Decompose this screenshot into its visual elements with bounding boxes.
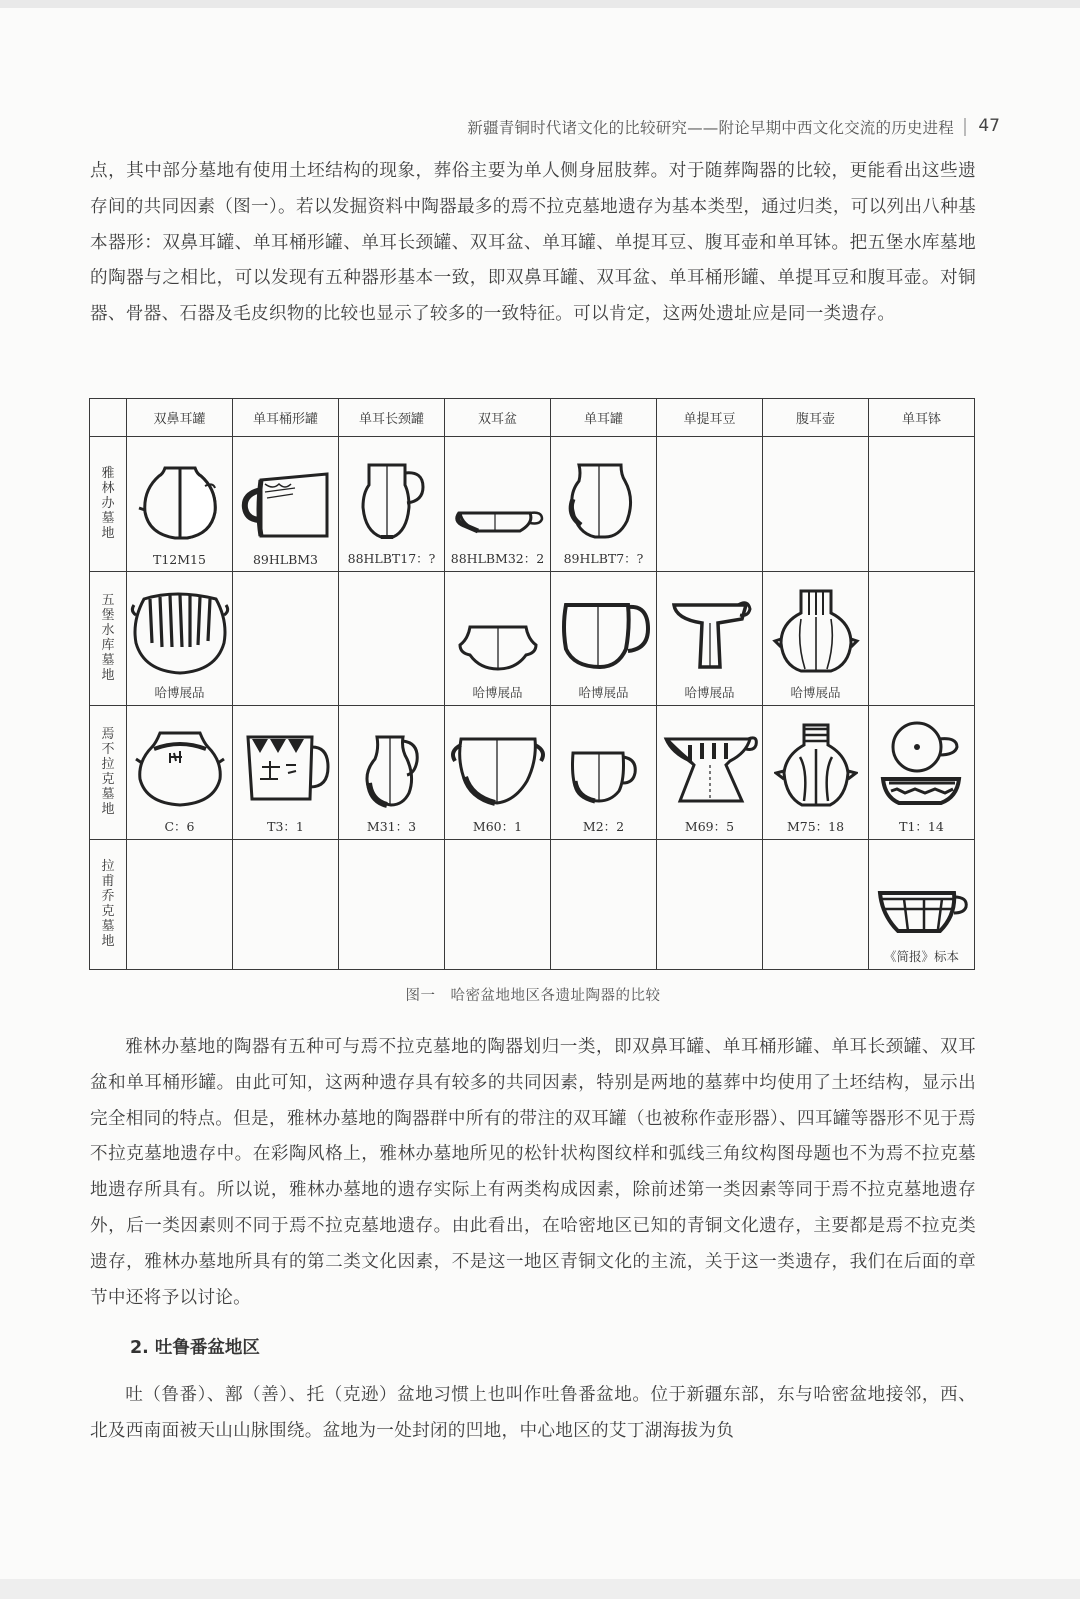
figure-cell xyxy=(551,705,657,839)
single-handle-bowl-drawing xyxy=(874,885,970,941)
page-top-edge xyxy=(0,0,1080,8)
specimen-label: T12M15 xyxy=(153,551,206,567)
specimen-label: C：6 xyxy=(164,818,195,834)
site-row-yalinban xyxy=(90,437,975,571)
site-row-lafuqiaoke xyxy=(90,839,975,969)
figure-cell-empty xyxy=(233,839,339,969)
specimen-label: 哈博展品 xyxy=(578,684,629,700)
figure-cell xyxy=(869,705,975,839)
column-header: 单耳桶形罐 xyxy=(233,399,339,437)
site-label: 五堡水库墓地 xyxy=(90,571,127,705)
double-lug-jar-drawing xyxy=(134,727,226,811)
site-row-wubao xyxy=(90,571,975,705)
figure-cell xyxy=(445,437,551,571)
figure-cell-empty xyxy=(763,437,869,571)
figure-cell-empty xyxy=(869,571,975,705)
paragraph-top: 点，其中部分墓地有使用土坯结构的现象，葬俗主要为单人侧身屈肢葬。对于随葬陶器的比较，更能看出这些遗存间的共同因素（图一）。若以发掘资料中陶器最多的焉不拉克墓地遗存为基本类型，通过归类，可以列出八种基本器形：双鼻耳罐、单耳桶形罐、单耳长颈罐、双耳盆、单耳罐、单提耳豆、腹耳壶和单耳钵。把五堡水库墓地的陶器与之相比，可以发现有五种器形基本一致，即双鼻耳罐、双耳盆、单耳桶形罐、单提耳豆和腹耳壶。对铜器、骨器、石器及毛皮织物的比较也显示了较多的一致特征。可以肯定，这两处遗址应是同一类遗存。 xyxy=(90,161,976,325)
double-handle-basin-drawing xyxy=(449,731,547,811)
figure-cell-empty xyxy=(551,839,657,969)
specimen-label: 哈博展品 xyxy=(472,684,523,700)
single-handle-jar-drawing xyxy=(565,745,643,811)
figure-cell xyxy=(551,437,657,571)
figure-cell-empty xyxy=(445,839,551,969)
specimen-label: 89HLBM3 xyxy=(252,551,319,567)
single-handle-bucket-jar-drawing xyxy=(240,731,332,811)
paragraph-bottom: 吐（鲁番）、鄯（善）、托（克逊）盆地习惯上也叫作吐鲁番盆地。位于新疆东部，东与哈密盆地接邻，西、北及西南面被天山山脉围绕。盆地为一处封闭的凹地，中心地区的艾丁湖海拔为负 xyxy=(90,1385,976,1441)
specimen-label: T3：1 xyxy=(267,818,304,834)
figure-cell xyxy=(763,571,869,705)
figure-cell xyxy=(339,705,445,839)
figure-cell xyxy=(445,705,551,839)
double-lug-jar-drawing xyxy=(135,460,225,546)
figure-cell xyxy=(869,839,975,969)
single-handle-long-neck-jar-drawing xyxy=(347,459,437,543)
column-header: 单提耳豆 xyxy=(657,399,763,437)
double-handle-basin-drawing xyxy=(456,617,540,677)
figure-cell xyxy=(657,705,763,839)
page-bottom-edge xyxy=(0,1579,1080,1599)
page-number: 47 xyxy=(978,116,1000,136)
site-label: 焉不拉克墓地 xyxy=(90,705,127,839)
figure-cell xyxy=(233,705,339,839)
specimen-label: M2：2 xyxy=(582,818,625,834)
figure-cell xyxy=(551,571,657,705)
specimen-label: M69：5 xyxy=(684,818,735,834)
site-row-yanbulake xyxy=(90,705,975,839)
double-lug-jar-painted-drawing xyxy=(130,585,230,677)
figure-cell xyxy=(445,571,551,705)
single-handle-jar-drawing xyxy=(559,459,649,543)
specimen-label: 《简报》标本 xyxy=(883,949,959,964)
column-header: 腹耳壶 xyxy=(763,399,869,437)
specimen-label: 哈博展品 xyxy=(684,684,735,700)
figure-caption: 图一 哈密盆地地区各遗址陶器的比较 xyxy=(405,988,661,1004)
specimen-label: M75：18 xyxy=(786,818,845,834)
single-lug-dou-drawing xyxy=(668,597,752,677)
figure-cell-empty xyxy=(339,571,445,705)
header-separator xyxy=(964,118,966,136)
figure-cell xyxy=(127,437,233,571)
figure-cell-empty xyxy=(339,839,445,969)
paragraph-middle: 雅林办墓地的陶器有五种可与焉不拉克墓地的陶器划归一类，即双鼻耳罐、单耳桶形罐、单耳长颈罐、双耳盆和单耳桶形罐。由此可知，这两种遗存具有较多的共同因素，特别是两地的墓葬中均使用了土坯结构，显示出完全相同的特点。但是，雅林办墓地的陶器群中所有的带注的双耳罐（也被称作壶形器）、四耳罐等器形不见于焉不拉克墓地遗存中。在彩陶风格上，雅林办墓地所见的松针状构图纹样和弧线三角纹构图母题也不为焉不拉克墓地遗存所具有。所以说，雅林办墓地的遗存实际上有两类构成因素，除前述第一类因素等同于焉不拉克墓地遗存外，后一类因素则不同于焉不拉克墓地遗存。由此看出，在哈密地区已知的青铜文化遗存，主要都是焉不拉克类遗存，雅林办墓地所具有的第二类文化因素，不是这一地区青铜文化的主流，关于这一类遗存，我们在后面的章节中还将予以讨论。 xyxy=(90,1037,976,1308)
section-heading: 2. 吐鲁番盆地区 xyxy=(130,1338,260,1358)
specimen-label: T1：14 xyxy=(899,818,944,834)
specimen-label: 89HLBT7：? xyxy=(563,550,644,566)
figure-cell-empty xyxy=(657,839,763,969)
figure-cell-empty xyxy=(869,437,975,571)
specimen-label: 88HLBM32：2 xyxy=(450,550,545,566)
double-handle-basin-drawing xyxy=(450,499,546,543)
figure-cell-empty xyxy=(233,571,339,705)
pottery-comparison-figure xyxy=(89,398,975,970)
figure-header-row xyxy=(90,399,975,437)
single-handle-jar-drawing xyxy=(556,597,652,677)
figure-cell xyxy=(763,705,869,839)
figure-cell xyxy=(127,705,233,839)
specimen-label: M60：1 xyxy=(472,818,523,834)
belly-lug-pot-drawing xyxy=(774,721,858,811)
specimen-label: 哈博展品 xyxy=(154,684,205,700)
figure-cell-empty xyxy=(763,839,869,969)
specimen-label: 88HLBT17：? xyxy=(347,550,436,566)
column-header: 单耳罐 xyxy=(551,399,657,437)
site-label: 雅林办墓地 xyxy=(90,437,127,571)
column-header: 单耳长颈罐 xyxy=(339,399,445,437)
column-header: 双耳盆 xyxy=(445,399,551,437)
header-title: 新疆青铜时代诸文化的比较研究——附论早期中西文化交流的历史进程 xyxy=(467,119,954,137)
belly-lug-pot-drawing xyxy=(771,587,861,677)
running-header xyxy=(300,116,1040,140)
figure-cell xyxy=(233,437,339,571)
single-handle-long-neck-jar-drawing xyxy=(357,731,427,811)
site-label: 拉甫乔克墓地 xyxy=(90,839,127,969)
figure-cell xyxy=(657,571,763,705)
figure-cell-empty xyxy=(127,839,233,969)
single-handle-bucket-jar-drawing xyxy=(239,468,333,546)
single-lug-dou-drawing xyxy=(662,731,758,811)
specimen-label: 哈博展品 xyxy=(790,684,841,700)
figure-cell-empty xyxy=(657,437,763,571)
specimen-label: M31：3 xyxy=(366,818,417,834)
corner-cell xyxy=(90,399,127,437)
single-handle-bowl-drawing xyxy=(877,719,967,811)
column-header: 双鼻耳罐 xyxy=(127,399,233,437)
figure-cell xyxy=(339,437,445,571)
column-header: 单耳钵 xyxy=(869,399,975,437)
figure-cell xyxy=(127,571,233,705)
